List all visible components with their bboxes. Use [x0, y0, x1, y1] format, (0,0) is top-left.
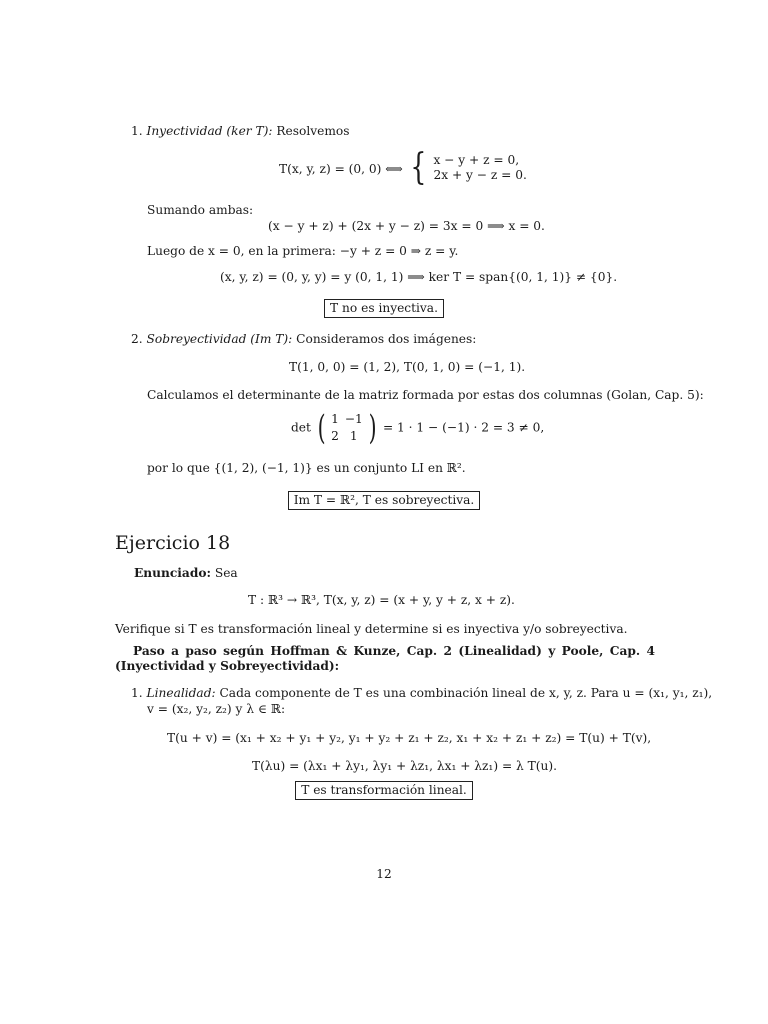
verifique-text: Verifique si T es transformación lineal y determine si es inyectiva y/o sobreyectiva. [115, 622, 628, 636]
li-text: por lo que {(1, 2), (−1, 1)} es un conjunto LI en ℝ². [147, 461, 466, 475]
kernel-equation: (x, y, z) = (0, y, y) = y (0, 1, 1) ⟹ ker T = span{(0, 1, 1)} ≠ {0}. [220, 270, 618, 284]
item-title: Linealidad: [146, 686, 216, 700]
item-title: Inyectividad (ker T): [146, 124, 273, 138]
sum-equation: (x − y + z) + (2x + y − z) = 3x = 0 ⟹ x = 0. [268, 219, 545, 233]
item-title: Sobreyectividad (Im T): [146, 332, 293, 346]
calc-text: Calculamos el determinante de la matriz formada por estas dos columnas (Golan, Cap. 5): [147, 388, 704, 402]
item-2-label [131, 332, 476, 347]
system-line-1: x − y + z = 0, [433, 152, 520, 167]
item-text: Consideramos dos imágenes: [296, 332, 477, 346]
matrix-entry: −1 [344, 412, 363, 426]
det-label: det [291, 420, 311, 435]
boxed-text: T no es inyectiva. [324, 299, 444, 318]
enunciado-label: Enunciado: [134, 566, 211, 580]
right-paren: ) [368, 408, 377, 448]
left-paren: ( [317, 408, 326, 448]
boxed-result-2 [0, 491, 768, 510]
enunciado-text: Sea [214, 566, 238, 580]
paso-heading: Paso a paso según Hoffman & Kunze, Cap. 2 (Linealidad) y Poole, Cap. 4 (Inyectividad y Sobreyectividad): [115, 644, 655, 674]
linealidad-item [131, 686, 712, 701]
item-number: 2. [131, 332, 143, 346]
system-lhs: T(x, y, z) = (0, 0) ⟺ [279, 162, 403, 177]
item-number: 1. [131, 124, 143, 138]
section-heading: Ejercicio 18 [115, 532, 231, 554]
matrix-entry: 1 [331, 412, 339, 426]
page-number: 12 [376, 867, 392, 881]
images-equation: T(1, 0, 0) = (1, 2), T(0, 1, 0) = (−1, 1). [289, 360, 526, 374]
sum-label: Sumando ambas: [147, 203, 254, 217]
boxed-text: Im T = ℝ², T es sobreyectiva. [288, 491, 481, 510]
left-brace: { [410, 147, 427, 188]
map-definition: T : ℝ³ → ℝ³, T(x, y, z) = (x + y, y + z, x + z). [248, 593, 515, 607]
boxed-text: T es transformación lineal. [295, 781, 473, 800]
homogeneity-equation: T(λu) = (λx₁ + λy₁, λy₁ + λz₁, λx₁ + λz₁) = λ T(u). [252, 759, 557, 773]
luego-text: Luego de x = 0, en la primera: −y + z = 0 ⇒ z = y. [147, 244, 459, 258]
equation-system [279, 147, 527, 188]
determinant-equation [291, 408, 545, 448]
item-text-continued: v = (x₂, y₂, z₂) y λ ∈ ℝ: [147, 702, 286, 716]
boxed-result-3 [0, 781, 768, 800]
matrix-entry: 2 [331, 429, 339, 443]
matrix [328, 411, 366, 445]
matrix-entry: 1 [349, 429, 358, 443]
boxed-result-1 [0, 299, 768, 318]
enunciado [134, 566, 238, 581]
item-text: Cada componente de T es una combinación lineal de x, y, z. Para u = (x₁, y₁, z₁), [219, 686, 713, 700]
det-rhs: = 1 · 1 − (−1) · 2 = 3 ≠ 0, [382, 420, 545, 435]
system-line-2: 2x + y − z = 0. [433, 168, 527, 182]
additivity-equation: T(u + v) = (x₁ + x₂ + y₁ + y₂, y₁ + y₂ + z₁ + z₂, x₁ + x₂ + z₁ + z₂) = T(u) + T(v), [167, 731, 652, 745]
item-number: 1. [131, 686, 143, 700]
item-1-label [131, 124, 349, 139]
item-text: Resolvemos [276, 124, 350, 138]
system-lines [433, 153, 526, 184]
